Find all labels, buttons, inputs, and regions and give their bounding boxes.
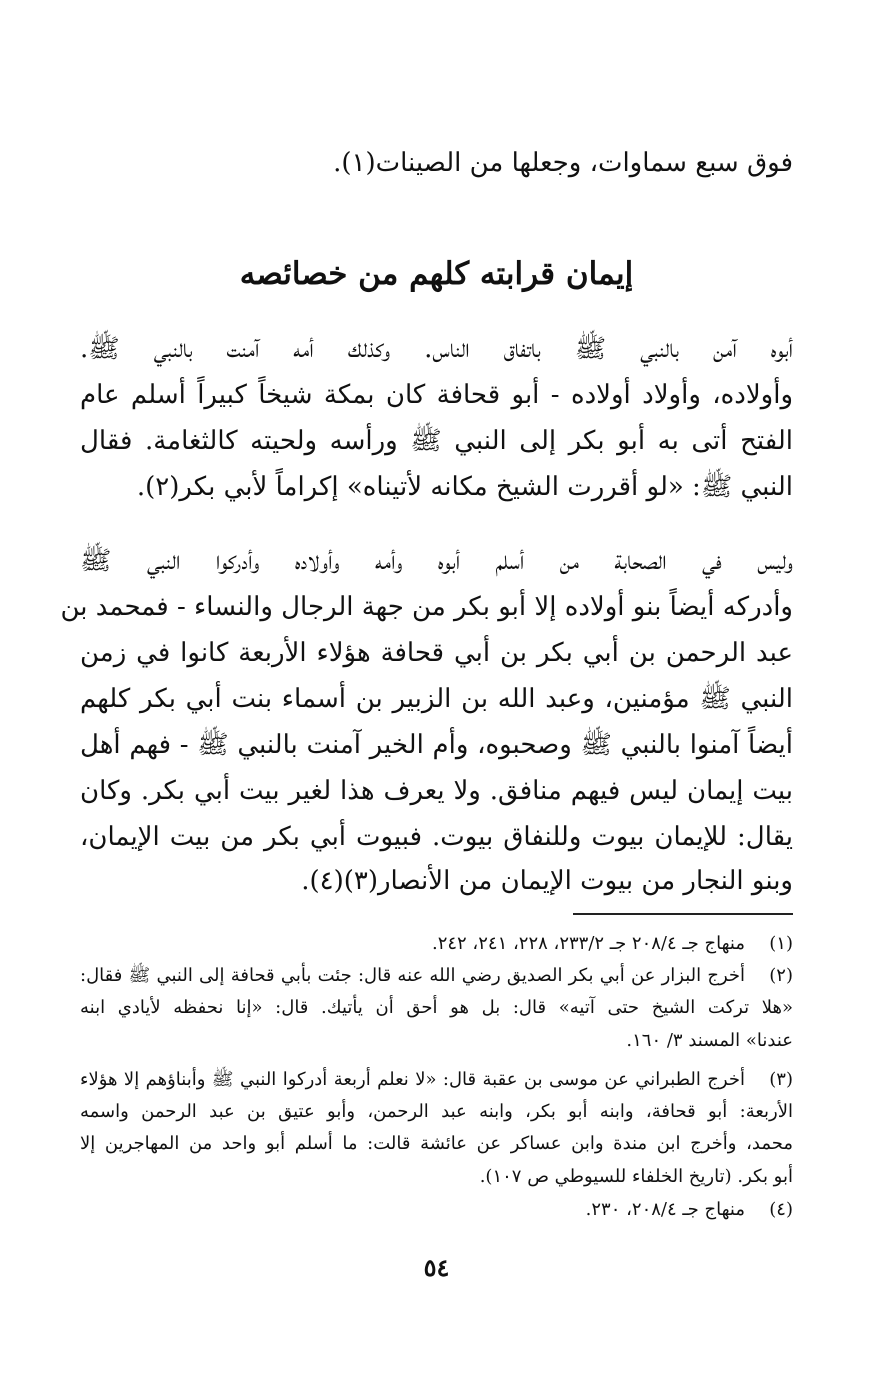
paragraph-2-line: وأدركه أيضاً بنو أولاده إلا أبو بكر من جهة الرجال والنساء - فمحمد بن [60,592,793,622]
footnote-line: الأربعة: أبو قحافة، وابنه أبو بكر، وابنه عبد الرحمن، وأبو عتيق بن عبد الرحمن واسمه [80,1101,793,1122]
section-heading: إيمان قرابته كلهم من خصائصه [239,256,634,292]
paragraph-2-line: وليس في الصحابة من أسلم أبوه وأمه وأولاده وأدركوا النبي ﷺ [80,546,793,576]
page-number: ٥٤ [423,1253,450,1282]
paragraph-2-line: أيضاً آمنوا بالنبي ﷺ وصحبوه، وأم الخير آمنت بالنبي ﷺ - فهم أهل [80,730,793,760]
paragraph-1-line: أبوه آمن بالنبي ﷺ باتفاق الناس. وكذلك أمه آمنت بالنبي ﷺ. [80,334,793,364]
paragraph-2-line: يقال: للإيمان بيوت وللنفاق بيوت. فبيوت أبي بكر من بيت الإيمان، [80,822,793,852]
paragraph-1-line: الفتح أتى به أبو بكر إلى النبي ﷺ ورأسه ولحيته كالثغامة. فقال [80,426,793,456]
footnote-line: منهاج جـ ٢٠٨/٤، ٢٣٠. [585,1199,745,1220]
footnote-number: (٢) [769,965,793,986]
footnote-number: (١) [769,933,793,954]
footnote-line: أخرج البزار عن أبي بكر الصديق رضي الله عنه قال: جئت بأبي قحافة إلى النبي ﷺ فقال: [80,965,745,986]
paragraph-2-line: النبي ﷺ مؤمنين، وعبد الله بن الزبير بن أسماء بنت أبي بكر كلهم [80,684,793,714]
paragraph-2-line: وبنو النجار من بيوت الإيمان من الأنصار(٣)(٤). [301,866,793,896]
paragraph-1-line: وأولاده، وأولاد أولاده - أبو قحافة كان بمكة شيخاً كبيراً أسلم عام [80,380,793,410]
footnote-line: عندنا» المسند ٣/ ١٦٠. [626,1030,793,1051]
paragraph-2-line: بيت إيمان ليس فيهم منافق. ولا يعرف هذا لغير بيت أبي بكر. وكان [80,776,793,806]
footnote-divider [573,913,793,915]
footnote-number: (٤) [769,1199,793,1220]
footnote-line: محمد، وأخرج ابن مندة وابن عساكر عن عائشة قالت: ما أسلم أبو واحد من المهاجرين إلا [80,1133,793,1154]
opening-line: فوق سبع سماوات، وجعلها من الصينات(١). [333,148,793,178]
paragraph-1-line: النبي ﷺ: «لو أقررت الشيخ مكانه لأتيناه» إكراماً لأبي بكر(٢). [136,472,793,502]
footnote-line: أخرج الطبراني عن موسى بن عقبة قال: «لا نعلم أربعة أدركوا النبي ﷺ وأبناؤهم إلا هؤلاء [80,1069,745,1090]
paragraph-2-line: عبد الرحمن بن أبي بكر بن أبي قحافة هؤلاء الأربعة كانوا في زمن [80,638,793,668]
footnote-number: (٣) [769,1069,793,1090]
footnote-line: منهاج جـ ٢٠٨/٤ جـ ٢٣٣/٢، ٢٢٨، ٢٤١، ٢٤٢. [431,933,745,954]
footnote-line: أبو بكر. (تاريخ الخلفاء للسيوطي ص ١٠٧). [479,1166,793,1187]
footnote-line: «هلا تركت الشيخ حتى آتيه» قال: بل هو أحق أن يأتيك. قال: «إنا نحفظه لأيادي ابنه [80,997,793,1018]
